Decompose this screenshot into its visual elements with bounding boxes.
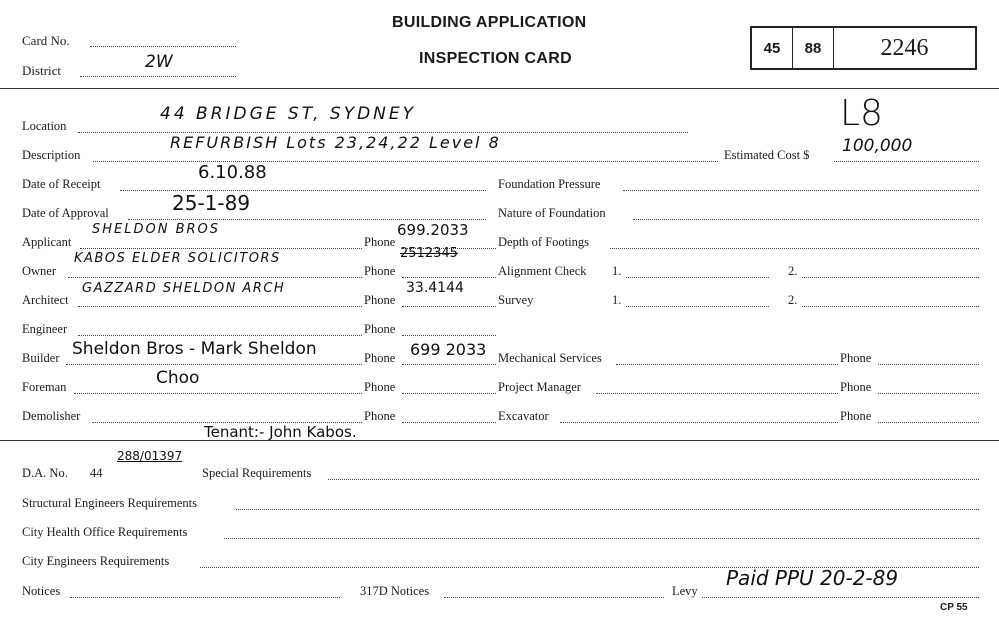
alignment-1-line <box>626 277 769 278</box>
date-approval-value: 25-1-89 <box>172 191 251 215</box>
foreman-line <box>74 393 362 394</box>
alignment-check-label: Alignment Check <box>498 264 587 278</box>
builder-value: Sheldon Bros - Mark Sheldon <box>72 339 317 359</box>
mechanical-phone-line <box>878 364 979 365</box>
owner-phone-line <box>402 277 496 278</box>
title-line-2: INSPECTION CARD <box>419 50 572 67</box>
special-requirements-line <box>328 479 979 480</box>
owner-line <box>68 277 362 278</box>
number-main: 2246 <box>880 34 929 61</box>
alignment-1-label: 1. <box>612 264 622 278</box>
description-value: REFURBISH Lots 23,24,22 Level 8 <box>170 133 501 152</box>
project-manager-line <box>596 393 838 394</box>
form-code: CP 55 <box>940 602 968 613</box>
header-divider <box>0 88 999 89</box>
builder-line <box>66 364 362 365</box>
owner-phone: 2512345 <box>400 246 458 261</box>
mechanical-services-line <box>616 364 838 365</box>
project-manager-phone-line <box>878 393 979 394</box>
notices-label: Notices <box>22 584 61 598</box>
builder-label: Builder <box>22 351 60 365</box>
number-prefix: 45 <box>752 28 793 68</box>
architect-phone-label: Phone <box>364 293 396 307</box>
foreman-phone-label: Phone <box>364 380 396 394</box>
owner-label: Owner <box>22 264 57 278</box>
survey-1-label: 1. <box>612 293 622 307</box>
date-receipt-value: 6.10.88 <box>198 162 267 183</box>
levy-value: Paid PPU 20-2-89 <box>726 566 899 590</box>
foundation-pressure-label: Foundation Pressure <box>498 177 601 191</box>
architect-phone-line <box>402 306 496 307</box>
depth-footings-line <box>610 248 979 249</box>
applicant-phone-label: Phone <box>364 235 396 249</box>
estimated-cost-line <box>834 161 979 162</box>
engineer-phone-label: Phone <box>364 322 396 336</box>
district-value: 2W <box>145 52 173 72</box>
tenant-note: Tenant:- John Kabos. <box>204 423 357 441</box>
nature-foundation-label: Nature of Foundation <box>498 206 606 220</box>
project-manager-label: Project Manager <box>498 380 581 394</box>
nature-foundation-line <box>633 219 979 220</box>
estimated-cost-value: 100,000 <box>842 136 913 156</box>
alignment-2-label: 2. <box>788 264 798 278</box>
city-health-line <box>224 538 979 539</box>
demolisher-label: Demolisher <box>22 409 81 423</box>
owner-value: KABOS ELDER SOLICITORS <box>74 251 281 266</box>
architect-phone: 33.4144 <box>406 280 464 296</box>
card-no-label: Card No. <box>22 33 70 48</box>
structural-engineers-line <box>236 509 979 510</box>
city-engineers-label: City Engineers Requirements <box>22 554 170 568</box>
survey-2-label: 2. <box>788 293 798 307</box>
special-requirements-label: Special Requirements <box>202 466 312 480</box>
foundation-pressure-line <box>623 190 979 191</box>
engineer-phone-line <box>402 335 496 336</box>
excavator-line <box>560 422 838 423</box>
architect-label: Architect <box>22 293 69 307</box>
demolisher-phone-line <box>402 422 496 423</box>
foreman-phone-line <box>402 393 496 394</box>
excavator-phone-label: Phone <box>840 409 872 423</box>
date-approval-line <box>128 219 486 220</box>
number-year: 88 <box>793 28 834 68</box>
applicant-label: Applicant <box>22 235 72 249</box>
architect-line <box>78 306 362 307</box>
excavator-phone-line <box>878 422 979 423</box>
levy-line <box>702 597 979 598</box>
da-no-label: D.A. No. <box>22 466 68 480</box>
title-line-1: BUILDING APPLICATION <box>392 14 587 31</box>
district-line <box>80 76 236 77</box>
city-health-label: City Health Office Requirements <box>22 525 188 539</box>
notices-317d-label: 317D Notices <box>360 584 430 598</box>
da-number: 288/01397 <box>117 449 183 463</box>
notices-317d-line <box>444 597 664 598</box>
location-value: 44 BRIDGE ST, SYDNEY <box>160 104 417 124</box>
levy-label: Levy <box>672 584 698 598</box>
applicant-phone: 699.2033 <box>397 221 469 239</box>
foreman-label: Foreman <box>22 380 67 394</box>
excavator-label: Excavator <box>498 409 549 423</box>
survey-2-line <box>802 306 979 307</box>
survey-label: Survey <box>498 293 534 307</box>
owner-phone-label: Phone <box>364 264 396 278</box>
district-label: District <box>22 63 61 78</box>
architect-value: GAZZARD SHELDON ARCH <box>82 281 286 296</box>
alignment-2-line <box>802 277 979 278</box>
project-manager-phone-label: Phone <box>840 380 872 394</box>
estimated-cost-label: Estimated Cost $ <box>724 148 810 162</box>
foreman-value: Choo <box>156 368 200 388</box>
description-label: Description <box>22 148 81 162</box>
level-mark: L8 <box>840 93 883 134</box>
builder-phone: 699 2033 <box>410 340 487 359</box>
applicant-value: SHELDON BROS <box>92 222 221 237</box>
engineer-line <box>78 335 362 336</box>
applicant-line <box>80 248 362 249</box>
card-number-box <box>750 26 977 70</box>
mechanical-phone-label: Phone <box>840 351 872 365</box>
mechanical-services-label: Mechanical Services <box>498 351 602 365</box>
notices-line <box>70 597 340 598</box>
da-prefix: 44 <box>90 466 103 480</box>
engineer-label: Engineer <box>22 322 68 336</box>
location-label: Location <box>22 119 67 133</box>
requirements-divider <box>0 440 999 441</box>
date-receipt-label: Date of Receipt <box>22 177 101 191</box>
description-line <box>93 161 718 162</box>
survey-1-line <box>626 306 769 307</box>
structural-engineers-label: Structural Engineers Requirements <box>22 496 197 510</box>
depth-footings-label: Depth of Footings <box>498 235 589 249</box>
date-approval-label: Date of Approval <box>22 206 109 220</box>
builder-phone-label: Phone <box>364 351 396 365</box>
card-no-line <box>90 46 236 47</box>
demolisher-phone-label: Phone <box>364 409 396 423</box>
builder-phone-line <box>402 364 496 365</box>
